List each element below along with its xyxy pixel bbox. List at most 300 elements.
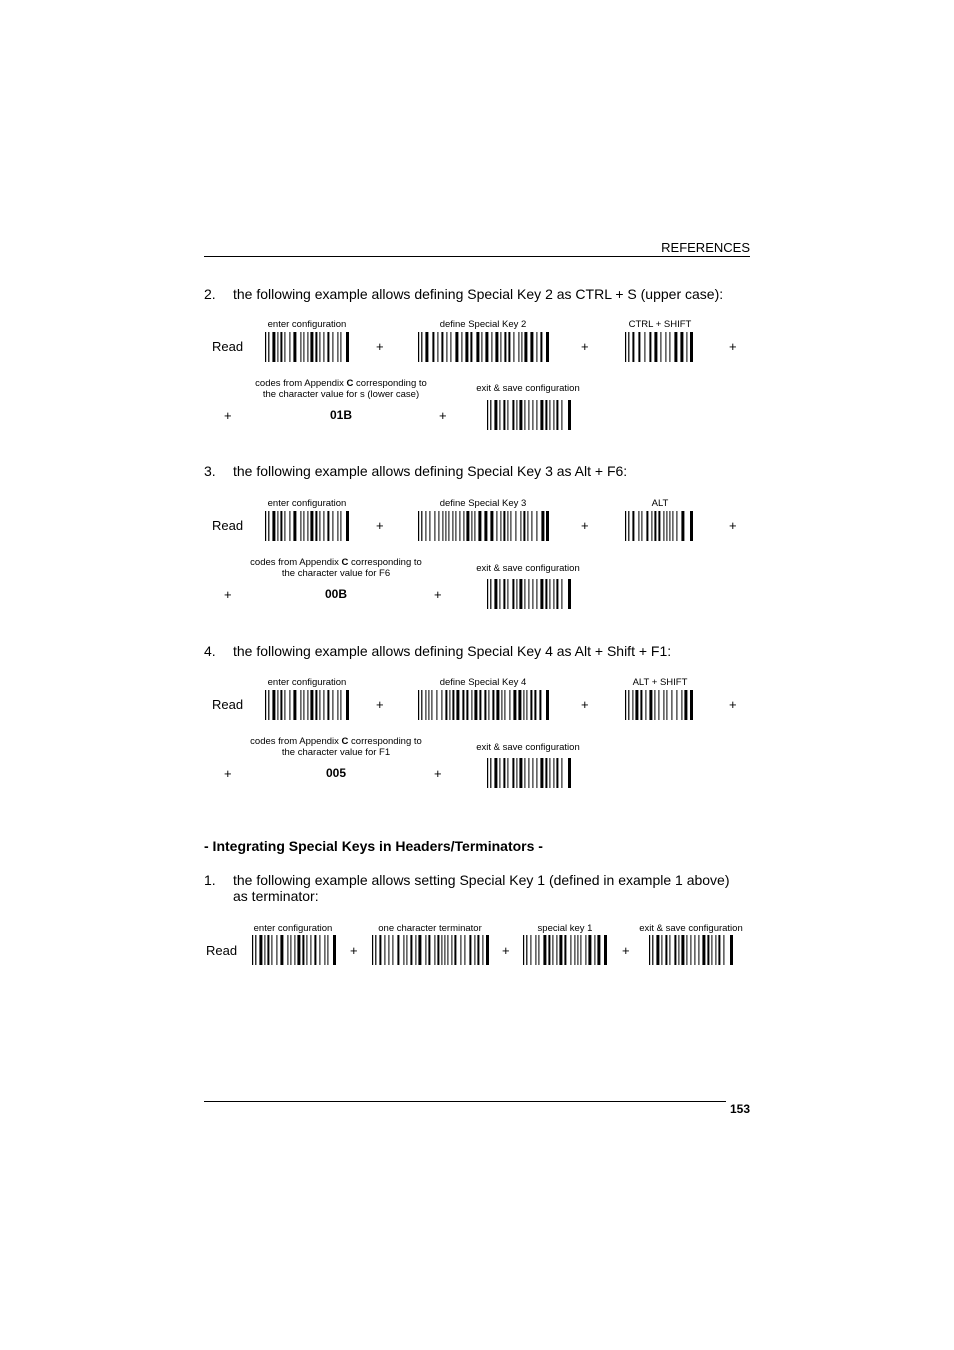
caption-codes: codes from Appendix C corresponding to the character value for F1 <box>250 736 422 758</box>
barcode-bar <box>649 935 650 965</box>
barcode-enter-configuration[interactable] <box>265 690 349 720</box>
barcode-bar <box>539 690 541 720</box>
barcode-bar <box>410 935 412 965</box>
barcode-bar <box>671 690 672 720</box>
barcode-bar <box>597 935 600 965</box>
barcode-bar <box>531 511 532 541</box>
barcode-bar <box>436 690 437 720</box>
barcode-exit-save[interactable] <box>487 758 571 788</box>
barcode-bar <box>711 935 712 965</box>
barcode-bar <box>536 332 537 362</box>
caption-enter-configuration: enter configuration <box>267 319 347 330</box>
barcode-bar <box>678 935 679 965</box>
barcode-bar <box>503 758 505 788</box>
barcode-bar <box>519 400 522 430</box>
barcode-bar <box>594 935 595 965</box>
barcode-bar <box>486 935 489 965</box>
barcode-bar <box>494 758 497 788</box>
barcode-bar <box>346 332 349 362</box>
plus-sign: + <box>376 339 384 354</box>
barcode-bar <box>264 935 265 965</box>
barcode-bar <box>290 935 291 965</box>
barcode-bar <box>466 511 469 541</box>
barcode-modifier[interactable] <box>625 690 693 720</box>
barcode-bar <box>425 332 428 362</box>
barcode-bar <box>666 511 667 541</box>
barcode-bar <box>340 332 341 362</box>
barcode-bar <box>504 332 506 362</box>
barcode-bar <box>640 690 642 720</box>
barcode-bar <box>534 690 536 720</box>
barcode-bar <box>530 332 533 362</box>
barcode-bar <box>471 690 472 720</box>
barcode-bar <box>553 400 554 430</box>
barcode-bar <box>702 935 705 965</box>
example-number: 2. <box>204 286 216 302</box>
barcode-bar <box>324 935 325 965</box>
plus-sign: + <box>376 697 384 712</box>
barcode-bar <box>418 332 419 362</box>
barcode-bar <box>277 690 278 720</box>
barcode-bar <box>495 332 498 362</box>
barcode-bar <box>540 400 543 430</box>
barcode-bar <box>337 511 338 541</box>
barcode-modifier[interactable] <box>625 511 693 541</box>
barcode-bar <box>392 935 393 965</box>
barcode-bar <box>504 690 505 720</box>
plus-sign: + <box>434 766 442 781</box>
barcode-bar <box>428 690 429 720</box>
barcode-bar <box>406 935 407 965</box>
barcode-bar <box>681 935 684 965</box>
barcode-bar <box>307 511 308 541</box>
barcode-bar <box>545 758 547 788</box>
barcode-bar <box>384 935 385 965</box>
plus-sign: + <box>350 943 358 958</box>
barcode-bar <box>265 332 266 362</box>
barcode-bar <box>307 690 308 720</box>
caption-modifier: ALT <box>651 498 669 509</box>
barcode-bar <box>536 579 537 609</box>
barcode-bar <box>524 332 527 362</box>
barcode-bar <box>451 935 452 965</box>
barcode-bar <box>276 935 277 965</box>
barcode-bar <box>462 690 464 720</box>
caption-special-key-1: special key 1 <box>537 923 593 934</box>
barcode-bar <box>310 332 313 362</box>
barcode-bar <box>515 511 516 541</box>
barcode-bar <box>632 690 633 720</box>
barcode-one-character-terminator[interactable] <box>372 935 489 965</box>
barcode-bar <box>490 511 493 541</box>
barcode-bar <box>470 332 472 362</box>
barcode-bar <box>663 690 664 720</box>
barcode-bar <box>524 758 525 788</box>
barcode-bar <box>585 935 586 965</box>
barcode-bar <box>403 935 404 965</box>
barcode-bar <box>490 579 491 609</box>
barcode-bar <box>268 511 269 541</box>
barcode-bar <box>294 935 295 965</box>
barcode-bar <box>431 690 432 720</box>
barcode-bar <box>340 511 341 541</box>
barcode-bar <box>518 332 519 362</box>
barcode-bar <box>638 332 640 362</box>
barcode-bar <box>669 332 670 362</box>
barcode-bar <box>300 690 301 720</box>
plus-sign: + <box>581 697 589 712</box>
barcode-bar <box>496 511 497 541</box>
barcode-bar <box>651 511 652 541</box>
barcode-bar <box>319 935 320 965</box>
barcode-exit-save[interactable] <box>487 400 571 430</box>
barcode-bar <box>694 935 695 965</box>
barcode-bar <box>507 758 508 788</box>
barcode-bar <box>421 511 422 541</box>
barcode-bar <box>425 690 426 720</box>
barcode-bar <box>553 579 554 609</box>
barcode-bar <box>277 511 278 541</box>
barcode-bar <box>665 332 666 362</box>
barcode-bar <box>265 511 266 541</box>
barcode-bar <box>681 511 684 541</box>
barcode-bar <box>432 332 434 362</box>
barcode-bar <box>707 935 709 965</box>
barcode-bar <box>632 332 634 362</box>
barcode-bar <box>540 579 543 609</box>
barcode-bar <box>559 935 562 965</box>
barcode-bar <box>690 935 691 965</box>
barcode-bar <box>545 579 547 609</box>
barcode-define-special-key[interactable] <box>418 332 549 362</box>
plus-sign: + <box>729 697 737 712</box>
barcode-bar <box>535 935 536 965</box>
barcode-bar <box>512 400 514 430</box>
barcode-bar <box>418 690 419 720</box>
barcode-bar <box>306 935 307 965</box>
example-text-line-1: the following example allows setting Special Key 1 (defined in example 1 above) <box>233 872 730 888</box>
barcode-bar <box>635 690 638 720</box>
barcode-enter-configuration[interactable] <box>265 332 349 362</box>
barcode-bar <box>669 511 670 541</box>
plus-sign: + <box>729 339 737 354</box>
barcode-bar <box>307 332 308 362</box>
barcode-bar <box>441 935 442 965</box>
caption-enter-configuration: enter configuration <box>267 498 347 509</box>
example-text: the following example allows defining Special Key 4 as Alt + Shift + F1: <box>233 643 672 659</box>
barcode-bar <box>526 690 527 720</box>
caption-define-special-key: define Special Key 4 <box>439 677 527 688</box>
barcode-bar <box>448 511 449 541</box>
barcode-bar <box>628 332 629 362</box>
barcode-bar <box>690 690 693 720</box>
barcode-exit-save[interactable] <box>487 579 571 609</box>
barcode-bar <box>541 511 544 541</box>
barcode-bar <box>519 579 522 609</box>
barcode-bar <box>503 400 505 430</box>
barcode-bar <box>507 511 508 541</box>
caption-enter-configuration: enter configuration <box>253 923 333 934</box>
barcode-bar <box>499 400 500 430</box>
barcode-bar <box>265 690 266 720</box>
barcode-bar <box>289 690 290 720</box>
barcode-bar <box>503 511 505 541</box>
barcode-bar <box>604 935 607 965</box>
barcode-bar <box>327 935 328 965</box>
barcode-bar <box>549 758 550 788</box>
barcode-bar <box>455 332 458 362</box>
caption-modifier: CTRL + SHIFT <box>628 319 692 330</box>
barcode-bar <box>492 690 494 720</box>
barcode-bar <box>588 935 591 965</box>
barcode-bar <box>323 332 324 362</box>
barcode-bar <box>259 935 262 965</box>
barcode-bar <box>628 511 629 541</box>
barcode-bar <box>327 332 329 362</box>
barcode-bar <box>556 400 558 430</box>
barcode-bar <box>310 690 313 720</box>
barcode-bar <box>437 332 438 362</box>
barcode-bar <box>507 400 508 430</box>
barcode-bar <box>303 690 304 720</box>
barcode-bar <box>516 758 517 788</box>
barcode-bar <box>690 511 693 541</box>
barcode-bar <box>425 511 426 541</box>
caption-codes: codes from Appendix C corresponding to the character value for F6 <box>250 557 422 579</box>
barcode-bar <box>538 935 539 965</box>
barcode-bar <box>676 690 677 720</box>
barcode-bar <box>530 935 531 965</box>
read-label: Read <box>212 518 244 533</box>
barcode-bar <box>293 511 296 541</box>
barcode-bar <box>323 511 324 541</box>
barcode-bar <box>332 511 333 541</box>
barcode-bar <box>523 690 524 720</box>
barcode-bar <box>461 332 462 362</box>
barcode-bar <box>449 690 450 720</box>
barcode-bar <box>536 400 537 430</box>
barcode-bar <box>718 935 720 965</box>
barcode-enter-configuration[interactable] <box>252 935 336 965</box>
barcode-bar <box>434 511 435 541</box>
caption-codes: codes from Appendix C corresponding to the character value for s (lower case) <box>255 378 427 400</box>
barcode-bar <box>577 935 578 965</box>
barcode-bar <box>512 579 514 609</box>
barcode-bar <box>300 332 301 362</box>
barcode-bar <box>455 511 456 541</box>
barcode-bar <box>487 758 488 788</box>
barcode-bar <box>574 935 575 965</box>
barcode-bar <box>625 690 626 720</box>
barcode-bar <box>519 758 522 788</box>
barcode-bar <box>549 579 550 609</box>
plus-sign: + <box>729 518 737 533</box>
barcode-bar <box>421 332 422 362</box>
barcode-bar <box>315 332 317 362</box>
barcode-bar <box>536 511 537 541</box>
barcode-bar <box>293 690 296 720</box>
barcode-bar <box>548 935 550 965</box>
barcode-bar <box>445 690 447 720</box>
barcode-bar <box>568 400 571 430</box>
footer-rule <box>204 1101 726 1102</box>
barcode-bar <box>429 511 430 541</box>
barcode-bar <box>474 690 477 720</box>
barcode-bar <box>460 935 461 965</box>
barcode-bar <box>543 935 546 965</box>
barcode-modifier[interactable] <box>625 332 693 362</box>
barcode-bar <box>661 935 662 965</box>
barcode-bar <box>425 935 426 965</box>
barcode-bar <box>459 511 460 541</box>
barcode-bar <box>508 332 510 362</box>
barcode-bar <box>477 935 479 965</box>
plus-sign: + <box>224 587 232 602</box>
plus-sign: + <box>224 766 232 781</box>
barcode-define-special-key[interactable] <box>418 511 549 541</box>
barcode-bar <box>434 935 435 965</box>
caption-modifier: ALT + SHIFT <box>632 677 688 688</box>
barcode-bar <box>666 690 667 720</box>
barcode-bar <box>561 400 562 430</box>
barcode-bar <box>375 935 376 965</box>
example-text: the following example allows defining Special Key 3 as Alt + F6: <box>233 463 628 479</box>
barcode-bar <box>723 935 724 965</box>
barcode-bar <box>674 935 676 965</box>
barcode-bar <box>302 935 304 965</box>
barcode-bar <box>715 935 716 965</box>
barcode-bar <box>454 935 456 965</box>
barcode-bar <box>289 332 290 362</box>
barcode-bar <box>546 511 549 541</box>
barcode-bar <box>686 332 687 362</box>
barcode-bar <box>646 511 648 541</box>
caption-one-character-terminator: one character terminator <box>378 923 482 934</box>
barcode-bar <box>437 935 439 965</box>
barcode-bar <box>654 690 655 720</box>
caption-define-special-key: define Special Key 3 <box>439 498 527 509</box>
barcode-bar <box>540 332 542 362</box>
barcode-bar <box>300 511 301 541</box>
barcode-bar <box>303 511 304 541</box>
barcode-bar <box>494 579 497 609</box>
barcode-bar <box>503 579 505 609</box>
barcode-bar <box>528 579 529 609</box>
barcode-bar <box>487 400 488 430</box>
barcode-exit-save[interactable] <box>649 935 733 965</box>
barcode-bar <box>649 690 652 720</box>
barcode-bar <box>556 579 558 609</box>
barcode-bar <box>332 690 333 720</box>
plus-sign: + <box>224 408 232 423</box>
barcode-bar <box>660 332 661 362</box>
barcode-bar <box>372 935 373 965</box>
barcode-bar <box>524 400 525 430</box>
barcode-bar <box>638 511 639 541</box>
barcode-bar <box>445 511 446 541</box>
barcode-bar <box>268 332 269 362</box>
barcode-bar <box>303 332 304 362</box>
barcode-bar <box>530 690 532 720</box>
barcode-bar <box>484 511 487 541</box>
barcode-bar <box>570 935 571 965</box>
barcode-bar <box>564 935 566 965</box>
barcode-special-key-1[interactable] <box>523 935 607 965</box>
barcode-bar <box>628 690 629 720</box>
barcode-bar <box>528 400 529 430</box>
barcode-bar <box>438 511 439 541</box>
barcode-bar <box>297 935 300 965</box>
barcode-bar <box>568 758 571 788</box>
barcode-bar <box>549 400 550 430</box>
barcode-bar <box>663 511 664 541</box>
barcode-bar <box>532 579 533 609</box>
barcode-bar <box>686 935 687 965</box>
barcode-bar <box>333 935 336 965</box>
barcode-bar <box>487 579 488 609</box>
barcode-bar <box>337 690 338 720</box>
barcode-bar <box>625 332 626 362</box>
barcode-bar <box>669 935 670 965</box>
barcode-bar <box>649 332 651 362</box>
barcode-bar <box>287 935 288 965</box>
barcode-bar <box>676 511 677 541</box>
barcode-bar <box>465 332 468 362</box>
barcode-bar <box>284 511 285 541</box>
barcode-bar <box>500 511 501 541</box>
barcode-bar <box>319 690 320 720</box>
barcode-define-special-key[interactable] <box>418 690 549 720</box>
plus-sign: + <box>502 943 510 958</box>
barcode-bar <box>656 935 659 965</box>
character-code: 005 <box>325 766 347 780</box>
barcode-bar <box>501 690 502 720</box>
barcode-bar <box>421 690 422 720</box>
barcode-bar <box>654 511 656 541</box>
barcode-bar <box>315 511 317 541</box>
barcode-bar <box>280 511 282 541</box>
barcode-bar <box>428 935 430 965</box>
barcode-bar <box>556 758 558 788</box>
barcode-bar <box>464 935 465 965</box>
read-label: Read <box>212 339 244 354</box>
barcode-bar <box>553 758 554 788</box>
plus-sign: + <box>581 339 589 354</box>
barcode-bar <box>346 690 349 720</box>
barcode-bar <box>319 332 320 362</box>
barcode-bar <box>268 690 269 720</box>
example-number: 4. <box>204 643 216 659</box>
barcode-bar <box>532 758 533 788</box>
barcode-bar <box>280 690 282 720</box>
barcode-bar <box>319 511 320 541</box>
barcode-bar <box>441 332 443 362</box>
plus-sign: + <box>434 587 442 602</box>
barcode-bar <box>528 758 529 788</box>
barcode-bar <box>632 511 634 541</box>
barcode-bar <box>479 690 481 720</box>
barcode-bar <box>540 758 543 788</box>
barcode-bar <box>546 332 549 362</box>
barcode-bar <box>510 511 511 541</box>
barcode-enter-configuration[interactable] <box>265 511 349 541</box>
barcode-bar <box>446 332 447 362</box>
barcode-bar <box>293 332 296 362</box>
example-number: 1. <box>204 872 216 888</box>
example-text-line-2: as terminator: <box>233 888 319 904</box>
barcode-bar <box>690 332 693 362</box>
barcode-bar <box>644 332 645 362</box>
